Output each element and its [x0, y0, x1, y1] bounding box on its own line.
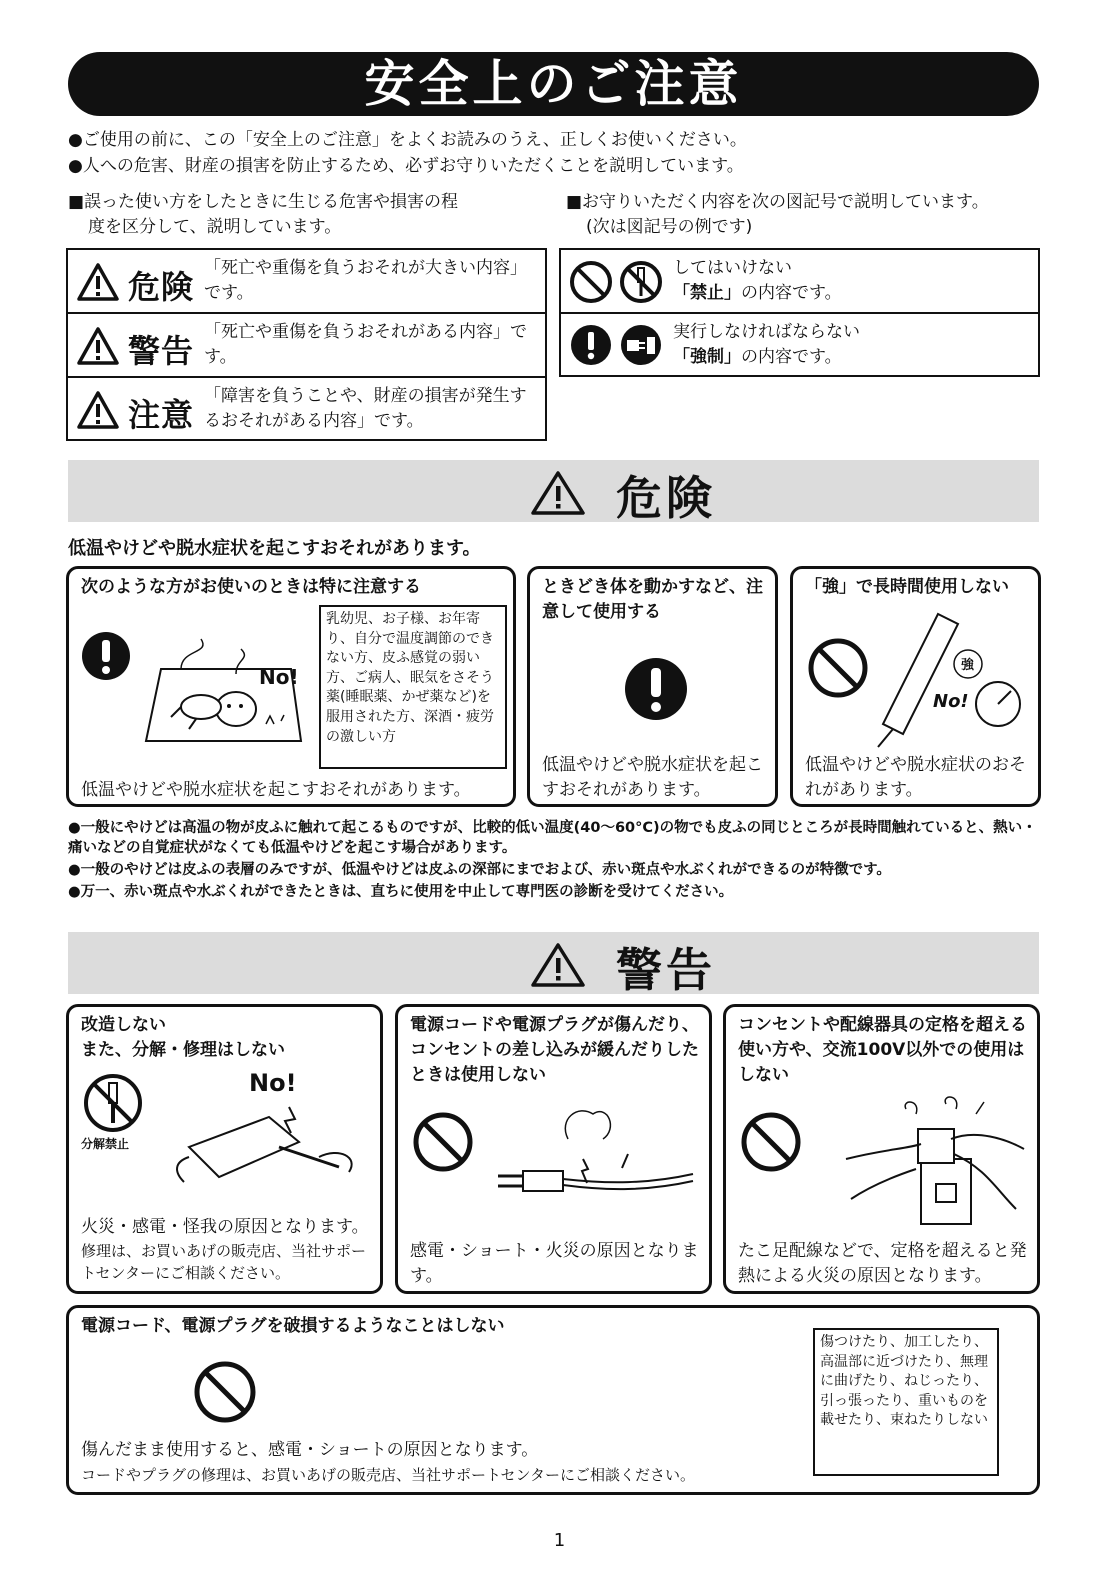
disassembly-prohibited-icon [619, 260, 663, 304]
hazard-levels-table [66, 248, 547, 441]
panel-footnote: 低温やけどや脱水症状のおそれがあります。 [805, 755, 1026, 800]
symbol-legend-table [559, 248, 1040, 377]
unplug-icon [619, 323, 663, 367]
panel-footnote-small: 修理は、お買いあげの販売店、当社サポートセンターにご相談ください。 [81, 1242, 367, 1282]
symbols-heading: ■お守りいただく内容を次の図記号で説明しています。 (次は図記号の例です) [566, 192, 989, 237]
level-row-caution [68, 378, 545, 439]
danger-note-3: ●万一、赤い斑点や水ぶくれができたときは、直ちに使用を中止して専門医の診断を受けてください。 [68, 884, 734, 900]
panel-title: 次のような方がお使いのときは特に注意する [81, 577, 421, 597]
panel-footnote: 低温やけどや脱水症状を起こすおそれがあります。 [81, 780, 471, 800]
panel-footnote: 低温やけどや脱水症状を起こすおそれがあります。 [542, 755, 763, 800]
intro-line-1: ●ご使用の前に、この「安全上のご注意」をよくお読みのうえ、正しくお使いください。 [68, 130, 747, 150]
danger-subhead: 低温やけどや脱水症状を起こすおそれがあります。 [68, 538, 481, 559]
warning-triangle-icon [76, 262, 120, 302]
danger-section-header [68, 460, 1039, 525]
warning-section-header [68, 932, 1039, 997]
overloaded-outlet-illustration [846, 1099, 1026, 1229]
cord-damage-examples: 傷つけたり、加工したり、高温部に近づけたり、無理に曲げたり、ねじったり、引っ張ったり、重いものを載せたり、束ねたりしない [813, 1328, 999, 1476]
level-desc: 「障害を負うことや、財産の損害が発生するおそれがある内容」です。 [204, 386, 527, 431]
warning-triangle-icon [530, 942, 586, 988]
warning-panel-damaged-cord [395, 1004, 712, 1294]
no-label: No! [249, 1069, 297, 1097]
strong-callout: 強 [961, 658, 975, 673]
level-name: 注意 [128, 396, 195, 434]
disassembly-prohibited-icon [83, 1073, 143, 1133]
page-number: 1 [553, 1530, 566, 1551]
panel-title: ときどき体を動かすなど、注意して使用する [542, 577, 763, 622]
warning-panel-cord-damage [66, 1305, 1040, 1495]
mandatory-action-icon [569, 323, 613, 367]
prohibition-icon [807, 637, 869, 699]
prohibition-icon [740, 1111, 802, 1173]
warning-title: 警告 [616, 943, 716, 997]
level-row-warning [68, 314, 545, 378]
level-desc: 「死亡や重傷を負うおそれが大きい内容」です。 [204, 258, 527, 303]
mandatory-action-icon [81, 631, 131, 681]
panel-title: コンセントや配線器具の定格を超える使い方や、交流100V以外での使用はしない [738, 1015, 1027, 1085]
danger-note-2: ●一般のやけどは皮ふの表層のみですが、低温やけどは皮ふの深部にまでおよび、赤い斑点や水ぶくれができるのが特徴です。 [68, 862, 891, 878]
panel-footnote: たこ足配線などで、定格を超えると発熱による火災の原因となります。 [738, 1241, 1027, 1286]
levels-heading: ■誤った使い方をしたときに生じる危害や損害の程 度を区分して、説明しています。 [68, 192, 459, 237]
prohibition-icon [412, 1111, 474, 1173]
disassembly-illustration [169, 1087, 369, 1197]
damaged-plug-illustration [488, 1099, 698, 1209]
intro-line-2: ●人への危害、財産の損害を防止するため、必ずお守りいただくことを説明しています。 [68, 156, 744, 176]
symbol-desc: してはいけない 「禁止」の内容です。 [673, 258, 842, 303]
panel-title: 電源コード、電源プラグを破損するようなことはしない [81, 1316, 505, 1336]
prohibition-icon [569, 260, 613, 304]
panel-footnote: 傷んだまま使用すると、感電・ショートの原因となります。 [81, 1440, 539, 1460]
level-row-danger [68, 250, 545, 314]
prohibition-icon [193, 1360, 257, 1424]
panel-title: 改造しない また、分解・修理はしない [81, 1015, 285, 1060]
danger-panel-vulnerable [66, 566, 516, 807]
page-title: 安全上のご注意 [68, 52, 1039, 116]
warning-triangle-icon [530, 470, 586, 516]
level-name: 警告 [128, 332, 195, 370]
heater-controller-illustration [873, 609, 1033, 749]
level-name: 危険 [128, 268, 195, 306]
panel-footnote: 火災・感電・怪我の原因となります。 [81, 1217, 369, 1237]
symbol-row-prohibited [561, 250, 1038, 314]
panel-title: 「強」で長時間使用しない [805, 577, 1009, 597]
danger-panel-move-body [527, 566, 778, 807]
danger-title: 危険 [616, 471, 716, 525]
danger-note-1: ●一般にやけどは高温の物が皮ふに触れて起こるものですが、比較的低い温度(40〜60°C)の物でも皮ふの同じところが長時間触れていると、熱い・痛いなどの自覚症状がなくても低温やけどを起こす場合があります。 [68, 820, 1037, 856]
panel-title: 電源コードや電源プラグが傷んだり、コンセントの差し込みが緩んだりしたときは使用しない [410, 1015, 699, 1085]
no-label: No! [933, 691, 969, 712]
no-label: No! [259, 665, 299, 689]
icon-label: 分解禁止 [81, 1137, 130, 1151]
danger-panel-strong-mode [790, 566, 1041, 807]
warning-triangle-icon [76, 390, 120, 430]
symbol-row-mandatory [561, 314, 1038, 375]
panel-footnote-small: コードやプラグの修理は、お買いあげの販売店、当社サポートセンターにご相談ください。 [81, 1466, 695, 1484]
vulnerable-persons-list: 乳幼児、お子様、お年寄り、自分で温度調節のできない方、皮ふ感覚の弱い方、ご病人、眠気をさそう薬(睡眠薬、かぜ薬など)を服用された方、深酒・疲労の激しい方 [319, 605, 507, 769]
symbol-desc: 実行しなければならない 「強制」の内容です。 [673, 322, 860, 367]
panel-footnote: 感電・ショート・火災の原因となります。 [410, 1241, 699, 1286]
warning-panel-no-modification [66, 1004, 383, 1294]
level-desc: 「死亡や重傷を負うおそれがある内容」です。 [204, 322, 527, 367]
baby-on-heated-pad-illustration [141, 629, 311, 749]
mandatory-action-icon [624, 657, 688, 721]
warning-triangle-icon [76, 326, 120, 366]
warning-panel-rated-capacity [723, 1004, 1040, 1294]
